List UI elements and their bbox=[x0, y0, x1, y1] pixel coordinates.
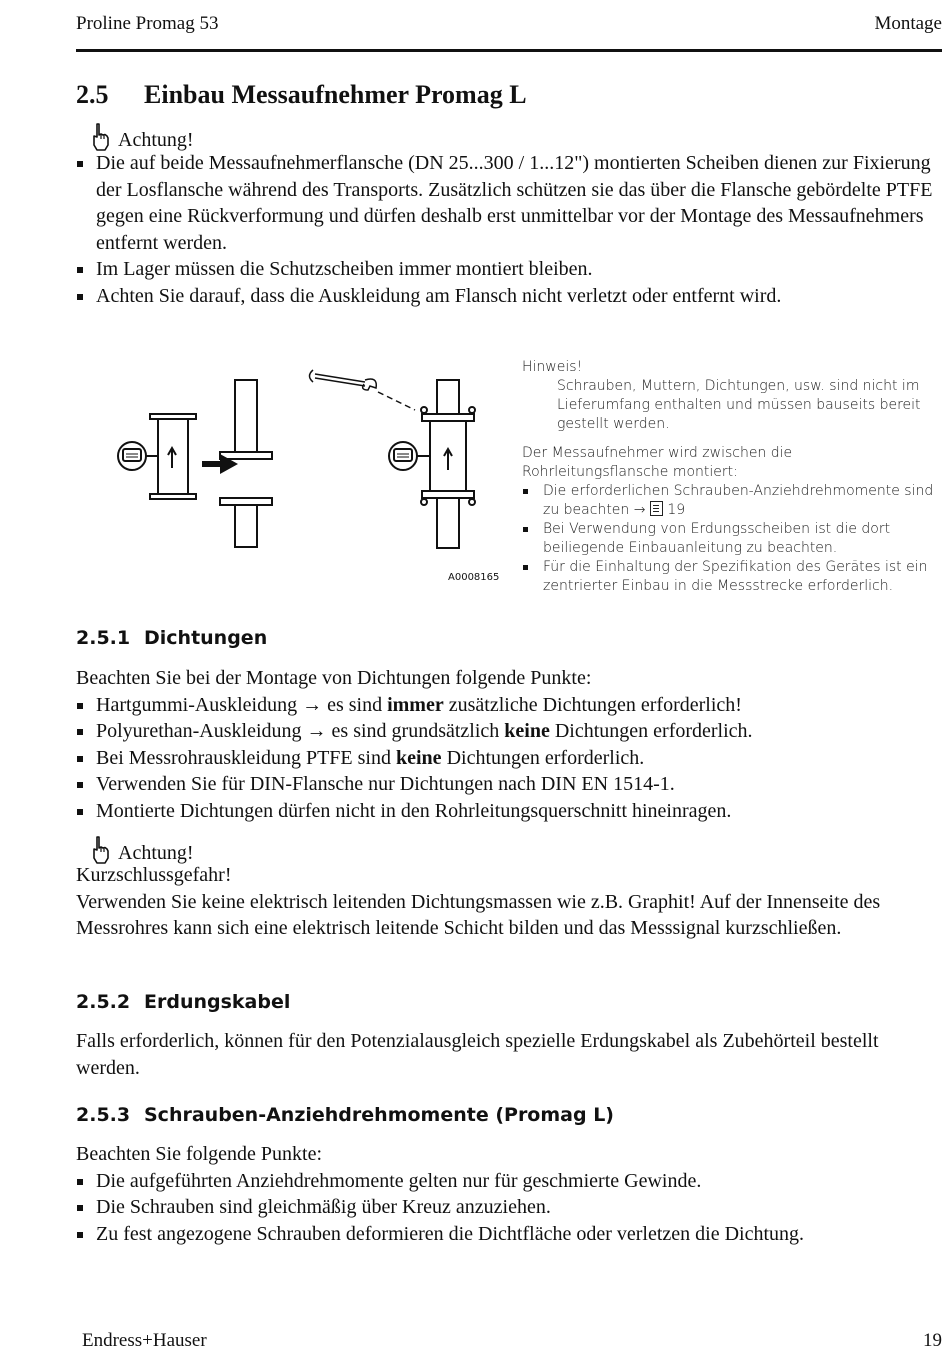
header-rule bbox=[76, 49, 942, 52]
list-item: Achten Sie darauf, dass die Auskleidung am Flansch nicht verletzt oder entfernt wird. bbox=[76, 283, 946, 310]
footer-brand: Endress+Hauser bbox=[82, 1330, 207, 1351]
side-note bbox=[522, 358, 934, 596]
pointing-hand-icon bbox=[90, 122, 112, 152]
hint-text: Schrauben, Muttern, Dichtungen, usw. sind nicht im Lieferumfang enthalten und müssen bauseits bereit gestellt werden. bbox=[557, 378, 921, 432]
pipe-flange-lower bbox=[220, 498, 272, 505]
list-item: Verwenden Sie für DIN-Flansche nur Dichtungen nach DIN EN 1514-1. bbox=[76, 771, 946, 798]
subsection-heading: 2.5.3 Schrauben-Anziehdrehmomente (Promag L) bbox=[76, 1104, 614, 1126]
list-item: Im Lager müssen die Schutzscheiben immer montiert bleiben. bbox=[76, 256, 946, 283]
caution-title: Achtung! bbox=[118, 842, 194, 864]
pointing-hand-icon bbox=[90, 835, 112, 865]
subsection-heading: 2.5.1 Dichtungen bbox=[76, 627, 268, 649]
caution-title: Achtung! bbox=[118, 129, 194, 151]
section-number: 2.5 bbox=[76, 80, 109, 109]
list-item: Polyurethan-Auskleidung → es sind grundsätzlich keine Dichtungen erforderlich. bbox=[76, 718, 946, 745]
caution-subtitle: Kurzschlussgefahr! bbox=[76, 864, 232, 886]
list-item: Die auf beide Messaufnehmerflansche (DN 25...300 / 1...12") montierten Scheiben dienen zur Fixierung der Losflansche während des Transports. Zusätzlich schützen sie das über die Flansche gebördelte PTFE gegen eine Rückverformung und dürfen deshalb erst unmittelbar vor der Montage des Messaufnehmers entfernt werden. bbox=[76, 150, 946, 256]
sealing-intro: Beachten Sie bei der Montage von Dichtungen folgende Punkte: bbox=[76, 667, 592, 689]
list-item: Für die Einhaltung der Spezifikation des Gerätes ist ein zentrierter Einbau in die Messstrecke erforderlich. bbox=[522, 558, 934, 596]
list-item: Die erforderlichen Schrauben-Anziehdrehmomente sind zu beachten → 19 bbox=[522, 482, 934, 520]
page-ref-icon bbox=[650, 501, 663, 516]
list-item: Bei Messrohrauskleidung PTFE sind keine Dichtungen erforderlich. bbox=[76, 745, 946, 772]
caution-label-2 bbox=[90, 835, 194, 865]
header-product: Proline Promag 53 bbox=[76, 13, 219, 34]
grounding-text: Falls erforderlich, können für den Potenzialausgleich spezielle Erdungskabel als Zubehörteil bestellt werden. bbox=[76, 1030, 879, 1079]
section-heading bbox=[76, 80, 527, 110]
arrow-icon: → bbox=[302, 693, 323, 716]
list-item: Bei Verwendung von Erdungsscheiben ist die dort beiliegende Einbauanleitung zu beachten. bbox=[522, 520, 934, 558]
list-item: Die Schrauben sind gleichmäßig über Kreuz anzuziehen. bbox=[76, 1194, 946, 1221]
page-number: 19 bbox=[923, 1330, 942, 1351]
pipe-flange-upper bbox=[220, 452, 272, 459]
list-item: Hartgummi-Auskleidung → es sind immer zusätzliche Dichtungen erforderlich! bbox=[76, 692, 946, 719]
direction-arrow-icon bbox=[202, 454, 238, 474]
installation-figure bbox=[110, 360, 510, 590]
subsection-heading: 2.5.2 Erdungskabel bbox=[76, 991, 291, 1013]
note-intro: Der Messaufnehmer wird zwischen die Rohrleitungsflansche montiert: bbox=[522, 445, 793, 480]
caution-list bbox=[76, 150, 946, 309]
figure-id: A0008165 bbox=[448, 572, 500, 583]
caution-label bbox=[90, 122, 194, 152]
torque-intro: Beachten Sie folgende Punkte: bbox=[76, 1143, 323, 1165]
header-chapter: Montage bbox=[874, 13, 942, 34]
page-ref: 19 bbox=[667, 502, 686, 518]
caution-text-2 bbox=[76, 862, 946, 942]
arrow-icon: → bbox=[633, 502, 646, 518]
list-item: Montierte Dichtungen dürfen nicht in den Rohrleitungsquerschnitt hineinragen. bbox=[76, 798, 946, 825]
arrow-icon: → bbox=[306, 720, 327, 742]
section-title: Einbau Messaufnehmer Promag L bbox=[144, 80, 527, 109]
list-item: Zu fest angezogene Schrauben deformieren die Dichtfläche oder verletzen die Dichtung. bbox=[76, 1221, 946, 1248]
hint-label: Hinweis! bbox=[522, 359, 583, 375]
list-item: Die aufgeführten Anziehdrehmomente gelten nur für geschmierte Gewinde. bbox=[76, 1168, 946, 1195]
sealing-section bbox=[76, 665, 946, 824]
caution-body: Verwenden Sie keine elektrisch leitenden Dichtungsmassen wie z.B. Graphit! Auf der Innenseite des Messrohres kann sich eine elektrisch leitende Schicht bilden und das Messsignal kurzschließen. bbox=[76, 890, 881, 939]
torque-section bbox=[76, 1141, 946, 1247]
